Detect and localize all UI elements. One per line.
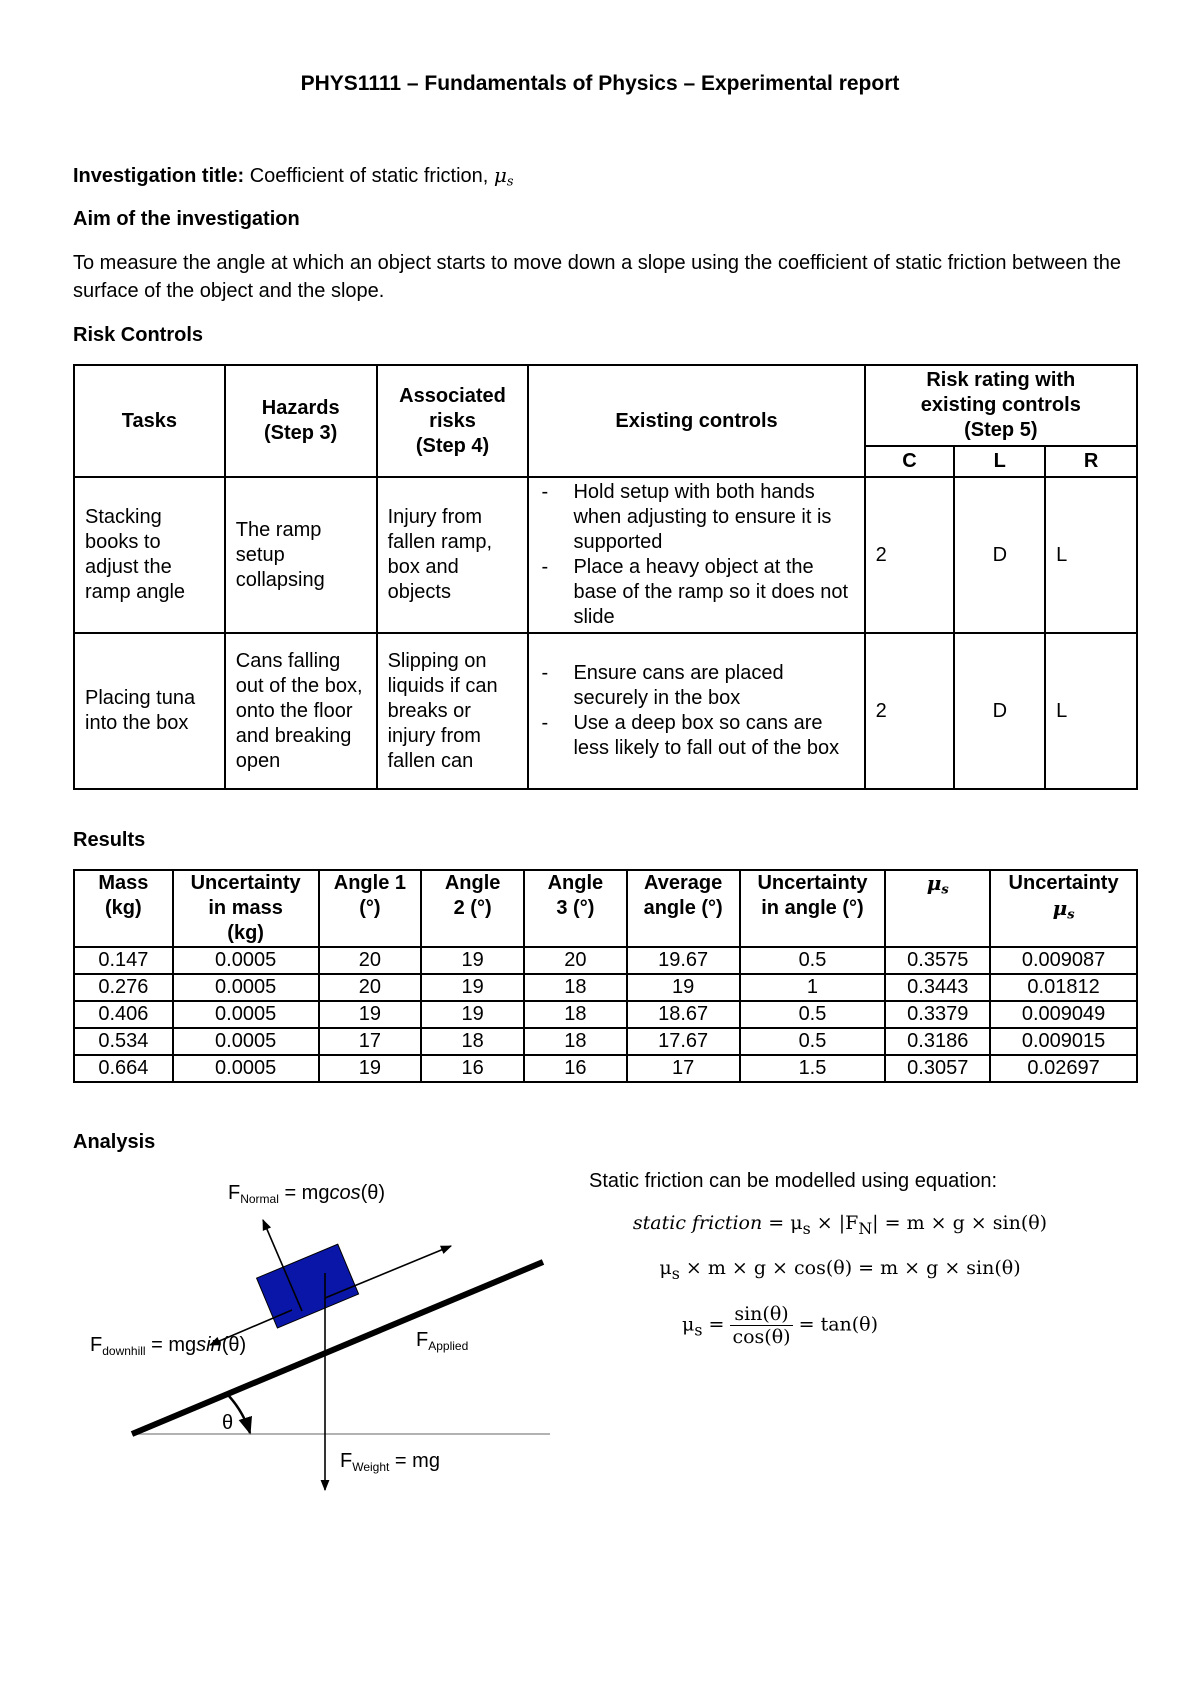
mu-symbol: $\mu_s$	[493, 163, 514, 190]
results-cell: 0.0005	[173, 947, 319, 974]
rating-r: L	[1045, 477, 1137, 633]
risk-associated: Slipping on liquids if can breaks or injury from fallen can	[377, 633, 529, 789]
results-cell: 18.67	[627, 1001, 740, 1028]
col-controls: Existing controls	[528, 365, 864, 477]
label-applied-force: $F_{Applied}$	[416, 1329, 469, 1353]
col-uncertainty-mu: Uncertainty $\mu_s$	[990, 870, 1137, 947]
col-hazards: Hazards (Step 3)	[225, 365, 377, 477]
col-mass: Mass (kg)	[74, 870, 173, 947]
results-cell: 0.5	[740, 947, 886, 974]
risk-controls	[528, 477, 864, 633]
block-rect	[257, 1244, 359, 1328]
col-risk-rating: Risk rating with existing controls (Step 5)	[865, 365, 1137, 446]
risk-task: Stacking books to adjust the ramp angle	[74, 477, 225, 633]
results-cell: 19	[319, 1055, 422, 1082]
col-risks: Associated risks (Step 4)	[377, 365, 529, 477]
control-item: - Use a deep box so cans are less likely to fall out of the box	[535, 711, 857, 761]
results-cell: 0.3443	[885, 974, 990, 1001]
investigation-label: Investigation title:	[73, 165, 245, 187]
col-uncertainty-mass: Uncertainty in mass (kg)	[173, 870, 319, 947]
risk-controls-table	[73, 364, 1138, 790]
block	[257, 1244, 359, 1328]
results-cell: 0.009015	[990, 1028, 1137, 1055]
rating-r: L	[1045, 633, 1137, 789]
results-cell: 0.3575	[885, 947, 990, 974]
results-cell: 20	[319, 947, 422, 974]
label-normal-force: $F_{Normal} = mgcos(\theta)$	[228, 1182, 386, 1206]
aim-text: To measure the angle at which an object starts to move down a slope using the coefficient of static friction between the surface of the object and the slope.	[73, 252, 1122, 302]
results-cell: 0.276	[74, 974, 173, 1001]
results-cell: 0.01812	[990, 974, 1137, 1001]
analysis-intro: Static friction can be modelled using equation:	[589, 1170, 998, 1192]
equation-balance: $\mu_s \times m \times g \times \cos(\theta) = m \times g \times \sin(\theta)$	[659, 1257, 1021, 1283]
risk-row	[74, 477, 1137, 633]
results-cell: 0.534	[74, 1028, 173, 1055]
results-cell: 0.0005	[173, 1055, 319, 1082]
fraction: $\frac{\sin(\theta)}{\cos(\theta)}$	[732, 1303, 791, 1348]
results-cell: 19	[421, 947, 524, 974]
investigation-title	[73, 161, 514, 196]
results-heading: Results	[73, 829, 146, 851]
results-cell: 19	[421, 974, 524, 1001]
results-table	[73, 869, 1138, 1083]
results-cell: 0.0005	[173, 1001, 319, 1028]
rating-l: D	[954, 633, 1045, 789]
results-cell: 20	[319, 974, 422, 1001]
results-cell: 0.3379	[885, 1001, 990, 1028]
results-cell: 20	[524, 947, 627, 974]
label-downhill-force: $F_{downhill} = mgsin(\theta)$	[90, 1334, 247, 1358]
results-cell: 0.147	[74, 947, 173, 974]
results-cell: 19.67	[627, 947, 740, 974]
risk-heading: Risk Controls	[73, 324, 204, 346]
risk-header-row	[74, 365, 1137, 446]
equation-mu: $\mu_s$ = $\frac{\sin(\theta)}{\cos(\theta)}$ = tan(θ)	[681, 1303, 879, 1348]
results-cell: 16	[421, 1055, 524, 1082]
results-cell: 1	[740, 974, 886, 1001]
col-average-angle: Average angle (°)	[627, 870, 740, 947]
risk-task: Placing tuna into the box	[74, 633, 225, 789]
results-row	[74, 1055, 1137, 1082]
results-row	[74, 1001, 1137, 1028]
risk-controls	[528, 633, 864, 789]
control-item: - Place a heavy object at the base of the ramp so it does not slide	[535, 555, 857, 630]
col-l: L	[954, 446, 1045, 477]
col-angle-1: Angle 1 (°)	[319, 870, 422, 947]
results-cell: 0.009087	[990, 947, 1137, 974]
results-cell: 0.5	[740, 1028, 886, 1055]
results-row	[74, 1028, 1137, 1055]
results-cell: 17.67	[627, 1028, 740, 1055]
col-r: R	[1045, 446, 1137, 477]
results-cell: 19	[627, 974, 740, 1001]
results-cell: 18	[421, 1028, 524, 1055]
risk-associated: Injury from fallen ramp, box and objects	[377, 477, 529, 633]
col-tasks: Tasks	[74, 365, 225, 477]
risk-row	[74, 633, 1137, 789]
risk-hazard: The ramp setup collapsing	[225, 477, 377, 633]
results-cell: 18	[524, 1001, 627, 1028]
label-weight-force: $F_{Weight}$ = mg	[340, 1450, 440, 1474]
control-item: - Ensure cans are placed securely in the box	[535, 661, 857, 711]
results-cell: 0.02697	[990, 1055, 1137, 1082]
results-cell: 18	[524, 1028, 627, 1055]
results-cell: 16	[524, 1055, 627, 1082]
results-row	[74, 947, 1137, 974]
col-angle-2: Angle 2 (°)	[421, 870, 524, 947]
results-cell: 17	[627, 1055, 740, 1082]
rating-c: 2	[865, 477, 955, 633]
results-cell: 1.5	[740, 1055, 886, 1082]
control-item: - Hold setup with both hands when adjusting to ensure it is supported	[535, 480, 857, 555]
results-cell: 0.3057	[885, 1055, 990, 1082]
label-theta: θ	[222, 1412, 234, 1434]
aim-heading: Aim of the investigation	[73, 208, 300, 230]
results-cell: 0.406	[74, 1001, 173, 1028]
results-cell: 0.664	[74, 1055, 173, 1082]
results-cell: 0.0005	[173, 1028, 319, 1055]
results-body	[74, 947, 1137, 1082]
col-angle-3: Angle 3 (°)	[524, 870, 627, 947]
results-cell: 18	[524, 974, 627, 1001]
col-uncertainty-angle: Uncertainty in angle (°)	[740, 870, 886, 947]
analysis-heading: Analysis	[73, 1131, 156, 1153]
rating-l: D	[954, 477, 1045, 633]
equation-friction: static friction = $\mu_s \times |F_N| = m \times g \times \sin(\theta)$	[632, 1212, 1048, 1238]
rating-c: 2	[865, 633, 955, 789]
results-cell: 17	[319, 1028, 422, 1055]
results-cell: 19	[319, 1001, 422, 1028]
results-header-row	[74, 870, 1137, 947]
results-cell: 0.3186	[885, 1028, 990, 1055]
investigation-value: Coefficient of static friction,	[249, 165, 489, 187]
results-cell: 19	[421, 1001, 524, 1028]
col-mu: $\mu_s$	[885, 870, 990, 947]
results-cell: 0.5	[740, 1001, 886, 1028]
results-row	[74, 974, 1137, 1001]
results-cell: 0.009049	[990, 1001, 1137, 1028]
results-cell: 0.0005	[173, 974, 319, 1001]
risk-hazard: Cans falling out of the box, onto the floor and breaking open	[225, 633, 377, 789]
document-title: PHYS1111 – Fundamentals of Physics – Experimental report	[300, 72, 900, 95]
col-c: C	[865, 446, 955, 477]
